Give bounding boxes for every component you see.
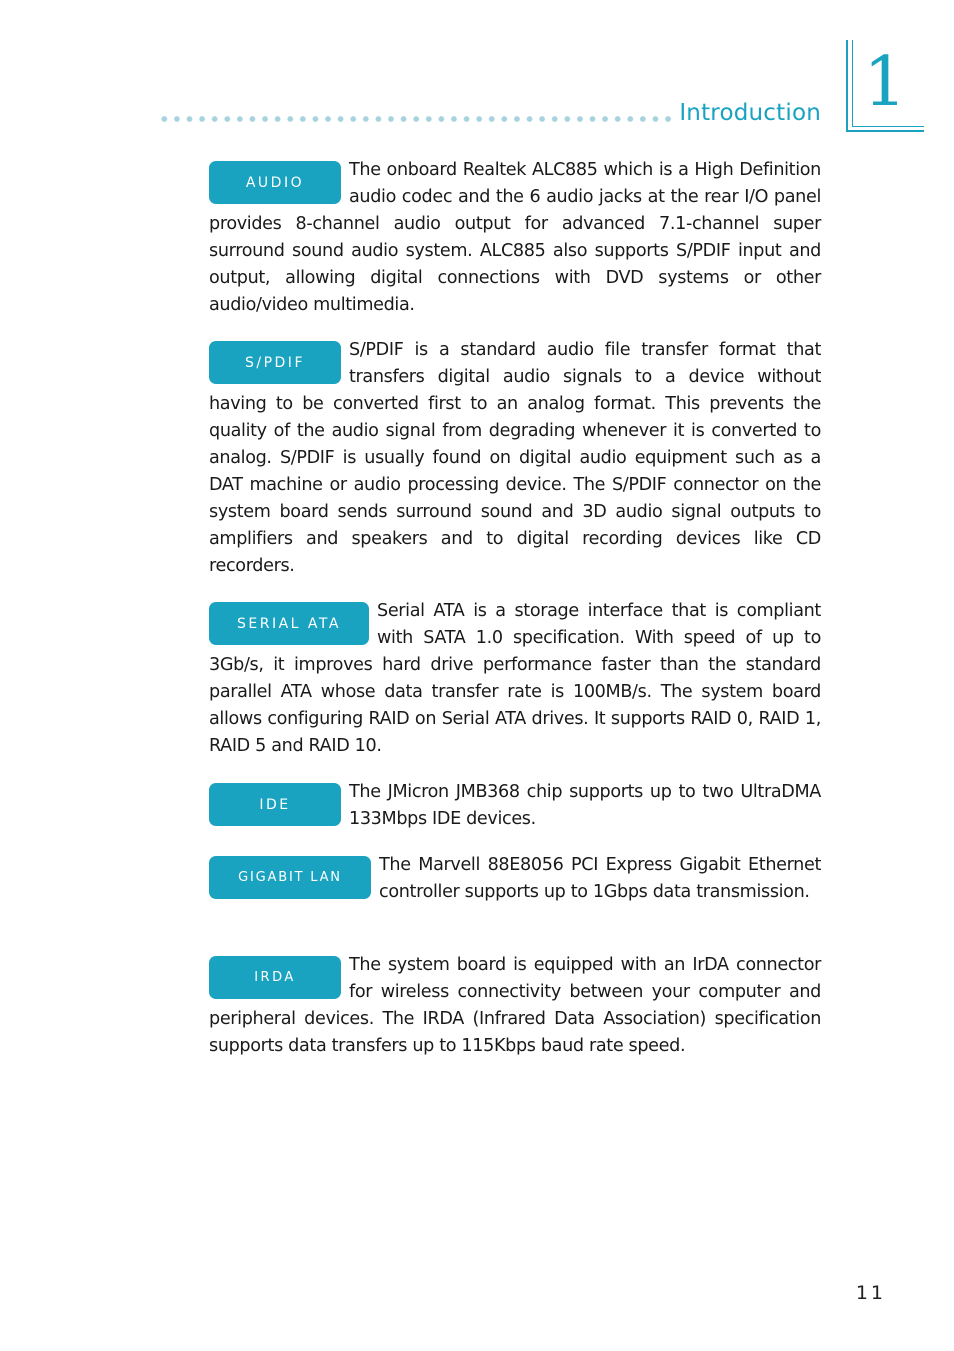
irda-badge: IRDA xyxy=(209,956,341,999)
spdif-description: S/PDIF is a standard audio file transfer format that transfers digital audio signals to a device without having to be converted first to an analog format. This prevents the quality of the audio signal from degrading whenever it is converted to analog. S/PDIF is usually found on digital audio equipment such as a DAT machine or audio processing device. The S/PDIF connector on the system board sends surround sound and 3D audio signal outputs to amplifiers and speakers and to digital recording devices like CD recorders. xyxy=(209,340,821,576)
serial-ata-description: Serial ATA is a storage interface that is compliant with SATA 1.0 specification. With speed of up to 3Gb/s, it improves hard drive performance faster than the standard parallel ATA whose data transfer rate is 100MB/s. The system board allows configuring RAID on Serial ATA drives. It supports RAID 0, RAID 1, RAID 5 and RAID 10. xyxy=(209,601,821,756)
audio-description: The onboard Realtek ALC885 which is a High Definition audio codec and the 6 audio jacks at the rear I/O panel provides 8-channel audio output for advanced 7.1-channel super surround sound audio system. ALC885 also supports S/PDIF input and output, allowing digital connections with DVD systems or other audio/video multimedia. xyxy=(209,160,821,315)
gigabit-lan-description: The Marvell 88E8056 PCI Express Gigabit Ethernet controller supports up to 1Gbps data transmission. xyxy=(379,855,821,902)
serial-ata-section xyxy=(209,598,821,760)
gigabit-lan-section xyxy=(209,852,821,906)
audio-badge: AUDIO xyxy=(209,161,341,204)
serial-ata-badge: SERIAL ATA xyxy=(209,602,369,645)
spdif-badge: S/PDIF xyxy=(209,341,341,384)
ide-badge: IDE xyxy=(209,783,341,826)
irda-section xyxy=(209,952,821,1060)
spdif-section xyxy=(209,337,821,580)
irda-description: The system board is equipped with an IrDA connector for wireless connectivity between your computer and peripheral devices. The IRDA (Infrared Data Association) specification supports data transfers up to 115Kbps baud rate speed. xyxy=(209,955,821,1056)
ide-description: The JMicron JMB368 chip supports up to two UltraDMA 133Mbps IDE devices. xyxy=(349,782,821,829)
section-title: Introduction xyxy=(679,100,821,126)
audio-section xyxy=(209,157,821,319)
chapter-number: 1 xyxy=(863,43,907,122)
page-number: 11 xyxy=(855,1282,886,1304)
ide-section xyxy=(209,779,821,833)
dotted-header-rule xyxy=(158,115,676,123)
gigabit-lan-badge: GIGABIT LAN xyxy=(209,856,371,899)
